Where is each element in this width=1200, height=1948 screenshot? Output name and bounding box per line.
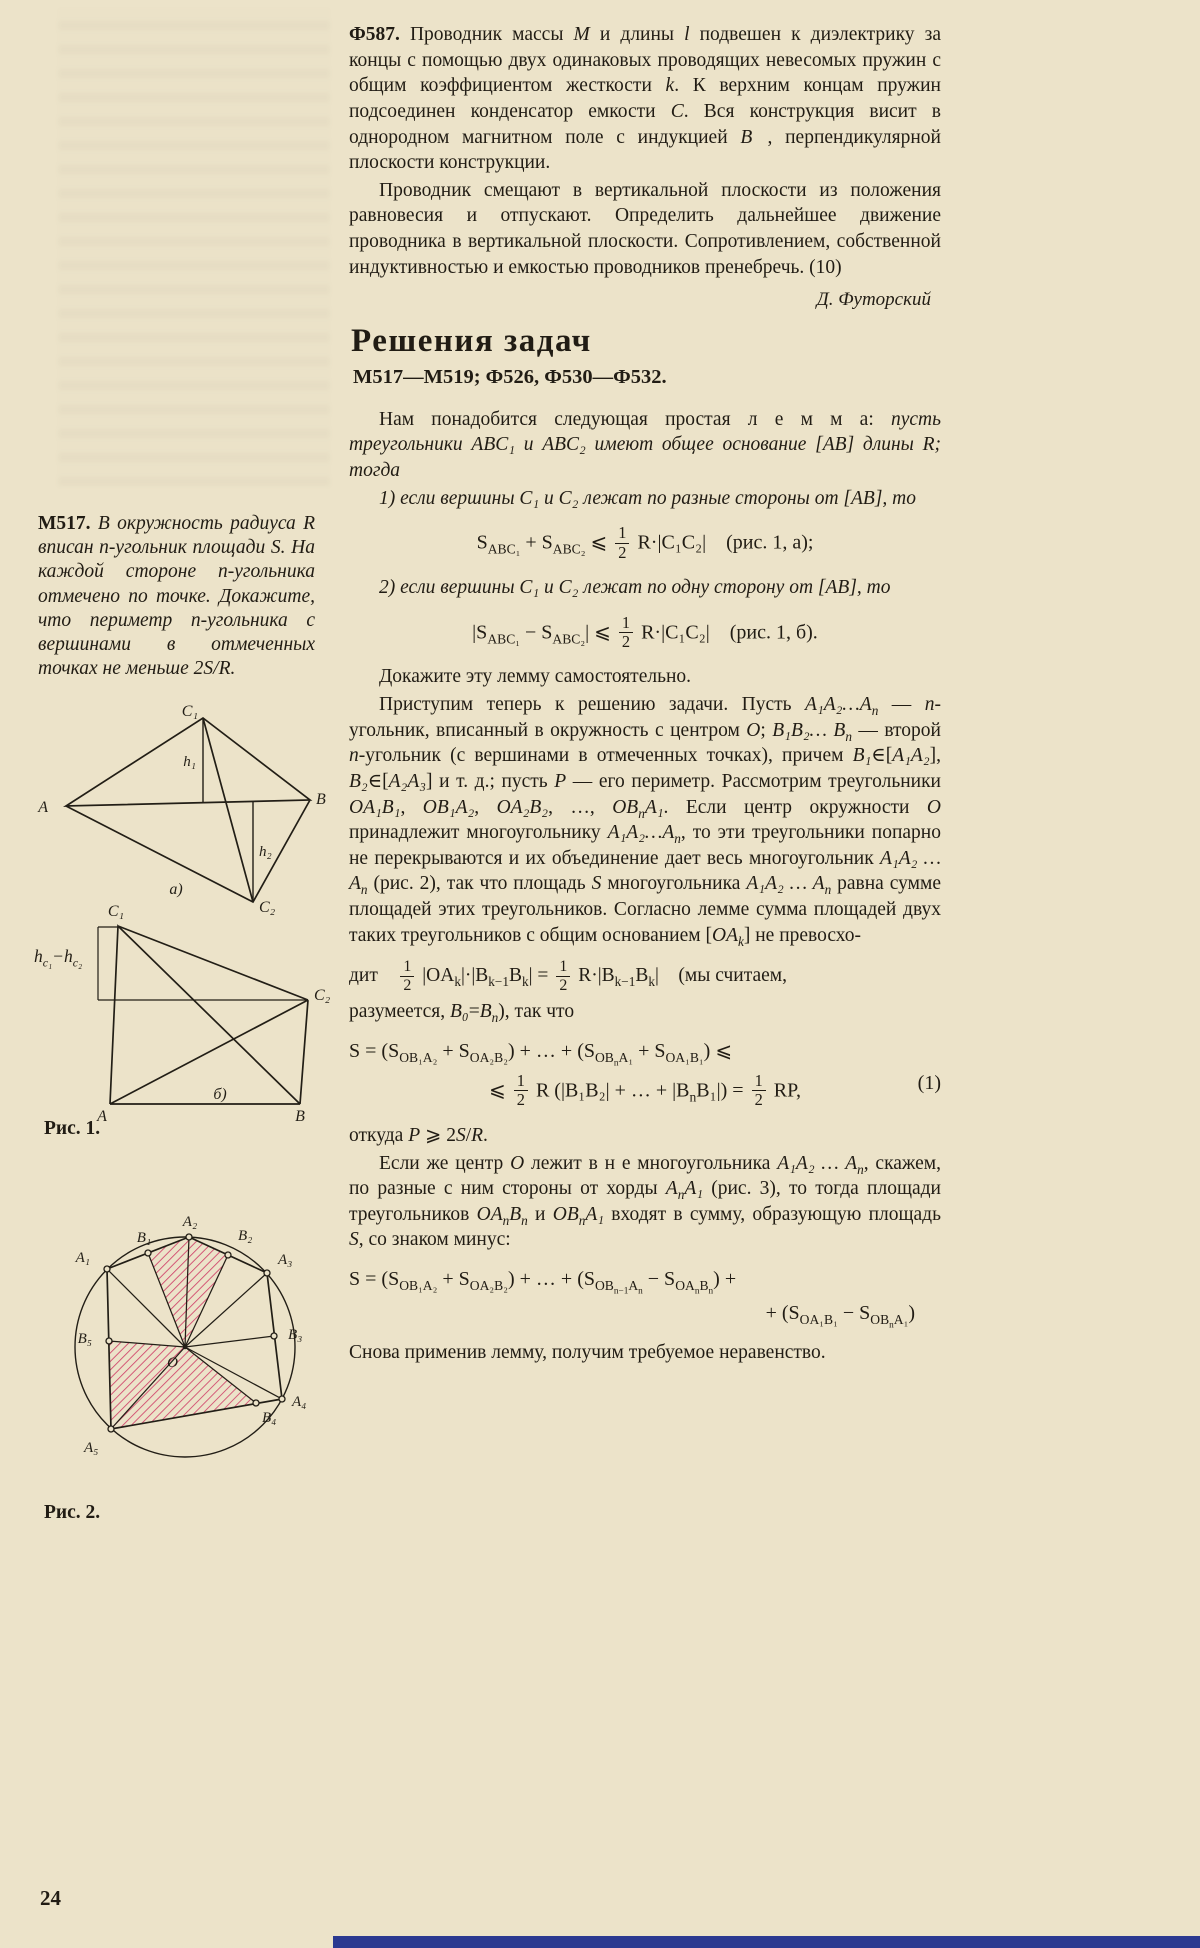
formula-2-line-2: + $(S_{OA_1B_1} - S_{OB_nA_1})$ (765, 1302, 915, 1331)
hatched-triangles (109, 1237, 256, 1429)
formula-1-block (349, 1038, 941, 1110)
prove-lemma-note: Докажите эту лемму самостоятельно. (379, 666, 692, 688)
problem-m517: М517. В окружность радиуса R вписан n-угольник площади S. На каждой стороне n-угольника отмечено по точке. Докажите, что периметр n-угольника с вершинами в отмеченных точках не меньше 2S/R. (38, 513, 316, 680)
section-title: Решения задач (351, 323, 592, 360)
formula-1-line-2: ⩽ $\frac{1}{2}$ R (|B₁B₂| + … + $|B_nB_1|$) = $\frac{1}{2}$ RP, (488, 1071, 802, 1110)
figure-2-caption: Рис. 2. (44, 1502, 101, 1523)
label-b3: B₃ (288, 1327, 303, 1343)
page-bleedthrough (58, 8, 330, 486)
problem-f587-author: Д. Футорский (816, 289, 931, 311)
figure-1 (28, 700, 338, 1130)
label-b5: B₅ (77, 1331, 92, 1347)
label-c2-b: C₂ (314, 987, 331, 1004)
label-b1: B₁ (136, 1230, 152, 1246)
figure-1b-lines (98, 926, 308, 1104)
figure-1-caption: Рис. 1. (44, 1118, 101, 1139)
label-h2: h₂ (259, 844, 272, 860)
section-problem-list: М517—М519; Ф526, Ф530—Ф532. (353, 365, 667, 388)
lemma-case-2: 2) если вершины C₁ и C₂ лежат по одну сторону от [AB], то (379, 576, 891, 598)
label-a5: A₅ (84, 1440, 99, 1456)
closing-line: Снова применив лемму, получим требуемое неравенство. (349, 1341, 826, 1363)
label-b4: B₄ (262, 1410, 277, 1426)
equation-number: (1) (917, 1071, 941, 1094)
label-a-a: A (38, 799, 48, 816)
formula-lemma-2: $|S_{ABC_1} - S_{ABC_2}|$ ⩽ $\frac{1}{2}$ R·|C₁C₂| (рис. 1, б). (472, 612, 818, 651)
label-a4: A₄ (292, 1394, 307, 1410)
label-c1-b: C₁ (107, 903, 125, 920)
solution-second-paragraph: Если же центр O лежит в н е многоугольника A₁A₂ … $A_n$, скажем, по разные с ним стороны от хорды $A_nA_1$ (рис. 3), то тогда площади треугольников $OA_nB_n$ и $OB_nA_1$ входят в сумму, образующую площадь S, со знаком минус: (349, 1152, 942, 1251)
label-sub-b: б) (213, 1086, 227, 1103)
solution-continuation: разумеется, $B_0=B_n$), так что (349, 1001, 575, 1026)
label-h1: h₁ (183, 754, 196, 770)
formula-2-line-1: $S = (S_{OB_1A_2} + S_{OA_2B_2})$ + … + $(S_{OB_{n-1}A_n} - S_{OA_nB_n})$ + (349, 1268, 737, 1296)
label-a1: A₁ (75, 1250, 90, 1266)
label-o: O (167, 1355, 178, 1371)
solutions-column (349, 22, 941, 1367)
solution-inline-formula: дит $\frac{1}{2}$ $|OA_k|\cdot|B_{k-1}B_k|$ = $\frac{1}{2}$ $R\cdot|B_{k-1}B_k|$ (мы считаем, (349, 958, 787, 995)
problem-f587-paragraph-1: Ф587. Проводник массы M и длины l подвешен к диэлектрику за концы с помощью двух одинаковых проводящих невесомых пружин с общим коэффициентом жесткости k. К верхним концам пружин подсоединен конденсатор емкости C. Вся конструкция висит в однородном магнитном поле с индукцией B⃗, перпендикулярной плоскости конструкции. (349, 24, 941, 174)
figure-2 (30, 1212, 340, 1482)
formula-lemma-1: $S_{ABC_1} + S_{ABC_2}$ ⩽ $\frac{1}{2}$ R·|C₁C₂| (рис. 1, а); (476, 523, 814, 562)
figure-1a-lines (66, 718, 310, 902)
label-c2-a: C₂ (259, 899, 276, 916)
solution-main-paragraph: Приступим теперь к решению задачи. Пусть $A_1A_2\dots A_n$ — n-угольник, вписанный в окружность с центром O; B₁B₂… $B_n$ — второй n-угольник (с вершинами в отмеченных точках), причем B₁∈[A₁A₂], B₂∈[A₂A₃] и т. д.; пусть P — его периметр. Рассмотрим треугольники OA₁B₁, OB₁A₂, OA₂B₂, …, $OB_nA_1$. Если центр окружности O принадлежит многоугольнику $A_1A_2\dots A_n$, то эти треугольники попарно не перекрываются и их объединение дает весь многоугольник A₁A₂ … $A_n$ (рис. 2), так что площадь S многоугольника A₁A₂ … $A_n$ равна сумме площадей этих треугольников. Согласно лемме сумма площадей двух таких треугольников с общим основанием $[OA_k]$ не превосхо- (349, 693, 942, 949)
formula-2-block (349, 1266, 941, 1331)
label-a3: A₃ (278, 1252, 293, 1268)
lemma-intro: Нам понадобится следующая простая л е м м а: пусть треугольники ABC₁ и ABC₂ имеют общее основание [AB] длины R; тогда (349, 408, 941, 481)
problem-f587-paragraph-2: Проводник смещают в вертикальной плоскости из положения равновесия и отпускают. Определить дальнейшее движение проводника в вертикальной плоскости. Сопротивлением, собственной индуктивностью и емкостью проводников пренебречь. (10) (349, 179, 941, 278)
formula-1-line-1: $S = (S_{OB_1A_2} + S_{OA_2B_2})$ + … + $(S_{OB_nA_1} + S_{OA_1B_1})$ ⩽ (349, 1039, 733, 1068)
label-c1-a: C₁ (181, 703, 198, 720)
label-b2: B₂ (238, 1228, 253, 1244)
label-sub-a: а) (169, 881, 183, 898)
label-b-a: B (316, 791, 326, 808)
label-height-difference: $h_{c_1}-h_{c_2}$ (34, 946, 83, 970)
page-number: 24 (40, 1886, 61, 1910)
whence-line: откуда P ⩾ 2S/R. (349, 1124, 488, 1146)
label-a2: A₂ (182, 1214, 198, 1230)
lemma-case-1: 1) если вершины C₁ и C₂ лежат по разные стороны от [AB], то (379, 487, 917, 509)
bottom-decoration-bar (333, 1936, 1200, 1948)
center-dot (183, 1345, 188, 1350)
label-a-b: A (97, 1108, 107, 1125)
label-b-b: B (295, 1108, 305, 1125)
